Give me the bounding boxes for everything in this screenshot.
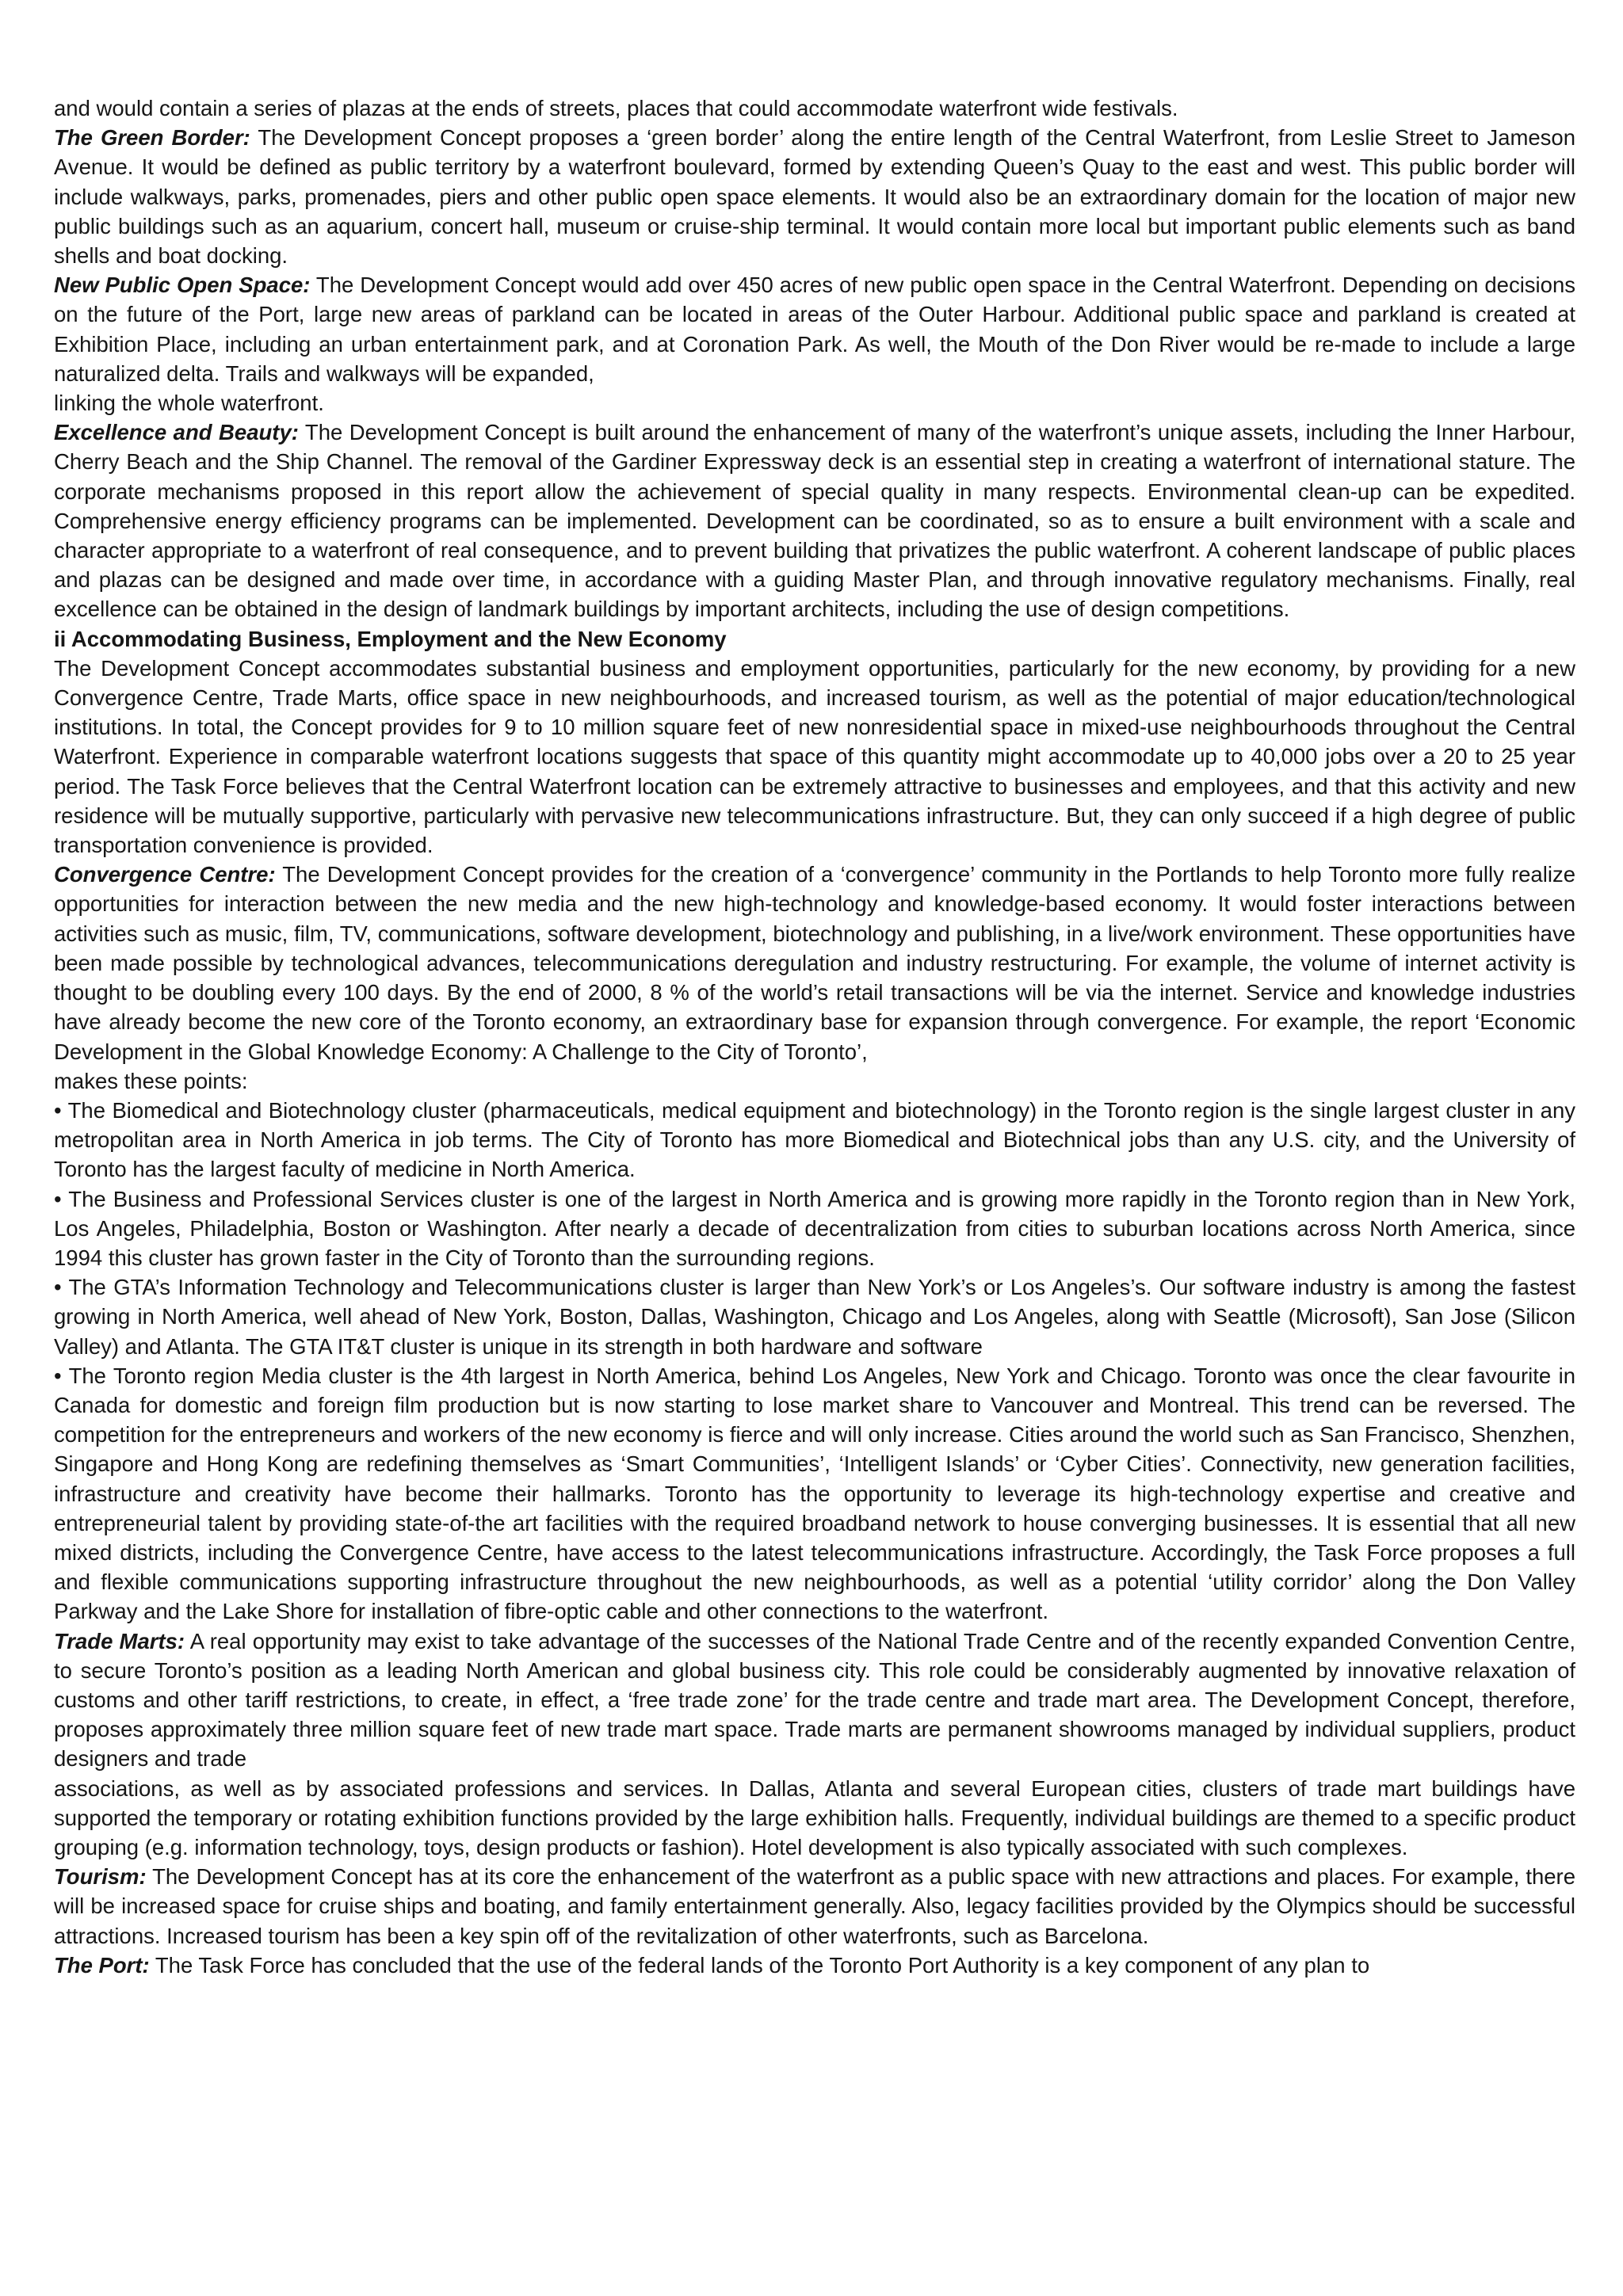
paragraph-lead: Convergence Centre: (54, 862, 276, 887)
paragraph-lead: The Green Border: (54, 125, 250, 151)
paragraph-linking-waterfront (54, 388, 1575, 418)
bullet-business-services (54, 1184, 1575, 1273)
paragraph-text: The Development Concept provides for the creation of a ‘convergence’ community in the Portlands to help Toronto more fully realize opportunities for interaction between the new media and the new high-technology and knowledge-based economy. It would foster interactions between activities such as music, film, TV, communications, software development, biotechnology and publishing, in a live/work environment. These opportunities have been made possible by technological advances, telecommunications deregulation and industry restructuring. For example, the volume of internet activity is thought to be doubling every 100 days. By the end of 2000, 8 % of the world’s retail transactions will be via the internet. Service and knowledge industries have already become the new core of the Toronto economy, an extraordinary base for expansion through convergence. For example, the report ‘Economic Development in the Global Knowledge Economy: A Challenge to the City of Toronto’, (54, 862, 1575, 1064)
document-page (54, 93, 1575, 1980)
bullet-text: • The GTA’s Information Technology and Telecommunications cluster is larger than New York’s or Los Angeles’s. Our software industry is among the fastest growing in North America, well ahead of New York, Boston, Dallas, Washington, Chicago and Los Angeles, along with Seattle (Microsoft), San Jose (Silicon Valley) and Atlanta. The GTA IT&T cluster is unique in its strength in both hardware and software (54, 1275, 1575, 1359)
paragraph-text: A real opportunity may exist to take advantage of the successes of the National Trade Centre and of the recently expanded Convention Centre, to secure Toronto’s position as a leading North American and global business city. This role could be considerably augmented by innovative relaxation of customs and other tariff restrictions, to create, in effect, a ‘free trade zone’ for the trade centre and trade mart area. The Development Concept, therefore, proposes approximately three million square feet of new trade mart space. Trade marts are permanent showrooms managed by individual suppliers, product designers and trade (54, 1628, 1575, 1772)
paragraph-new-public-open-space (54, 270, 1575, 388)
bullet-text: • The Business and Professional Services cluster is one of the largest in North America and is growing more rapidly in the Toronto region than in New York, Los Angeles, Philadelphia, Boston or Washington. After nearly a decade of decentralization from cities to suburban locations across North America, since 1994 this cluster has grown faster in the City of Toronto than the surrounding regions. (54, 1186, 1575, 1270)
paragraph-makes-these-points (54, 1066, 1575, 1096)
bullet-biomedical (54, 1096, 1575, 1184)
paragraph-lead: New Public Open Space: (54, 273, 311, 298)
paragraph-lead: Trade Marts: (54, 1628, 185, 1653)
paragraph-text: associations, as well as by associated professions and services. In Dallas, Atlanta and several European cities, clusters of trade mart buildings have supported the temporary or rotating exhibition functions provided by the large exhibition halls. Frequently, individual buildings are themed to a specific product grouping (e.g. information technology, toys, design products or fashion). Hotel development is also typically associated with such complexes. (54, 1775, 1575, 1859)
paragraph-text: makes these points: (54, 1068, 248, 1093)
bullet-media-cluster (54, 1361, 1575, 1627)
paragraph-festivals (54, 93, 1575, 123)
paragraph-text: The Development Concept proposes a ‘green border’ along the entire length of the Central Waterfront, from Leslie Street to Jameson Avenue. It would be defined as public territory by a waterfront boulevard, formed by extending Queen’s Quay to the east and west. This public border will include walkways, parks, promenades, piers and other public open space elements. It would also be an extraordinary domain for the location of major new public buildings such as an aquarium, concert hall, museum or cruise-ship terminal. It would contain more local but important public elements such as band shells and boat docking. (54, 125, 1575, 269)
section-heading: ii Accommodating Business, Employment and the New Economy (54, 626, 727, 651)
paragraph-text: and would contain a series of plazas at the ends of streets, places that could accommodate waterfront wide festivals. (54, 96, 1178, 120)
paragraph-text: The Development Concept would add over 450 acres of new public open space in the Central Waterfront. Depending on decisions on the future of the Port, large new areas of parkland can be located in areas of the Outer Harbour. Additional public space and parkland is created at Exhibition Place, including an urban entertainment park, and at Coronation Park. As well, the Mouth of the Don River would be re-made to include a large naturalized delta. Trails and walkways will be expanded, (54, 273, 1575, 386)
paragraph-the-port (54, 1951, 1575, 1980)
paragraph-excellence-and-beauty (54, 418, 1575, 624)
paragraph-tourism (54, 1862, 1575, 1951)
bullet-text: • The Toronto region Media cluster is the 4th largest in North America, behind Los Angeles, New York and Chicago. Toronto was once the clear favourite in Canada for domestic and foreign film production but is now starting to lose market share to Vancouver and Montreal. This trend can be reversed. The competition for the entrepreneurs and workers of the new economy is fierce and will only increase. Cities around the world such as San Francisco, Shenzhen, Singapore and Hong Kong are redefining themselves as ‘Smart Communities’, ‘Intelligent Islands’ or ‘Cyber Cities’. Connectivity, new generation facilities, infrastructure and creativity have become their hallmarks. Toronto has the opportunity to leverage its high-technology expertise and creative and entrepreneurial talent by providing state-of-the art facilities with the required broadband network to house converging businesses. It is essential that all new mixed districts, including the Convergence Centre, have access to the latest telecommunications infrastructure. Accordingly, the Task Force proposes a full and flexible communications supporting infrastructure throughout the new neighbourhoods, as well as a potential ‘utility corridor’ along the Don Valley Parkway and the Lake Shore for installation of fibre-optic cable and other connections to the waterfront. (54, 1363, 1575, 1624)
bullet-text: • The Biomedical and Biotechnology cluster (pharmaceuticals, medical equipment and biotechnology) in the Toronto region is the single largest cluster in any metropolitan area in North America in job terms. The City of Toronto has more Biomedical and Biotechnical jobs than any U.S. city, and the University of Toronto has the largest faculty of medicine in North America. (54, 1097, 1575, 1182)
paragraph-lead: Tourism: (54, 1864, 147, 1890)
paragraph-lead: The Port: (54, 1952, 150, 1978)
bullet-information-technology (54, 1272, 1575, 1361)
paragraph-associations (54, 1774, 1575, 1863)
paragraph-text: The Development Concept has at its core the enhancement of the waterfront as a public space with new attractions and places. For example, there will be increased space for cruise ships and boating, and family entertainment generally. Also, legacy facilities provided by the Olympics should be successful attractions. Increased tourism has been a key spin off of the revitalization of other waterfronts, such as Barcelona. (54, 1864, 1575, 1948)
paragraph-green-border (54, 123, 1575, 270)
paragraph-business-employment (54, 654, 1575, 860)
paragraph-convergence-centre (54, 860, 1575, 1066)
paragraph-text: The Development Concept is built around the enhancement of many of the waterfront’s unique assets, including the Inner Harbour, Cherry Beach and the Ship Channel. The removal of the Gardiner Expressway deck is an essential step in creating a waterfront of international stature. The corporate mechanisms proposed in this report allow the achievement of special quality in many respects. Environmental clean-up can be expedited. Comprehensive energy efficiency programs can be implemented. Development can be coordinated, so as to ensure a built environment with a scale and character appropriate to a waterfront of real consequence, and to prevent building that privatizes the public waterfront. A coherent landscape of public places and plazas can be designed and made over time, in accordance with a guiding Master Plan, and through innovative regulatory mechanisms. Finally, real excellence can be obtained in the design of landmark buildings by important architects, including the use of design competitions. (54, 420, 1575, 622)
paragraph-lead: Excellence and Beauty: (54, 420, 299, 445)
paragraph-text: The Development Concept accommodates substantial business and employment opportunities, particularly for the new economy, by providing for a new Convergence Centre, Trade Marts, office space in new neighbourhoods, and increased tourism, as well as the potential of major education/technological institutions. In total, the Concept provides for 9 to 10 million square feet of new nonresidential space in mixed-use neighbourhoods throughout the Central Waterfront. Experience in comparable waterfront locations suggests that space of this quantity might accommodate up to 40,000 jobs over a 20 to 25 year period. The Task Force believes that the Central Waterfront location can be extremely attractive to businesses and employees, and that this activity and new residence will be mutually supportive, particularly with pervasive new telecommunications infrastructure. But, they can only succeed if a high degree of public transportation convenience is provided. (54, 655, 1575, 858)
paragraph-text: linking the whole waterfront. (54, 391, 324, 416)
paragraph-text: The Task Force has concluded that the use of the federal lands of the Toronto Port Authority is a key component of any plan to (149, 1952, 1370, 1978)
paragraph-trade-marts (54, 1627, 1575, 1774)
